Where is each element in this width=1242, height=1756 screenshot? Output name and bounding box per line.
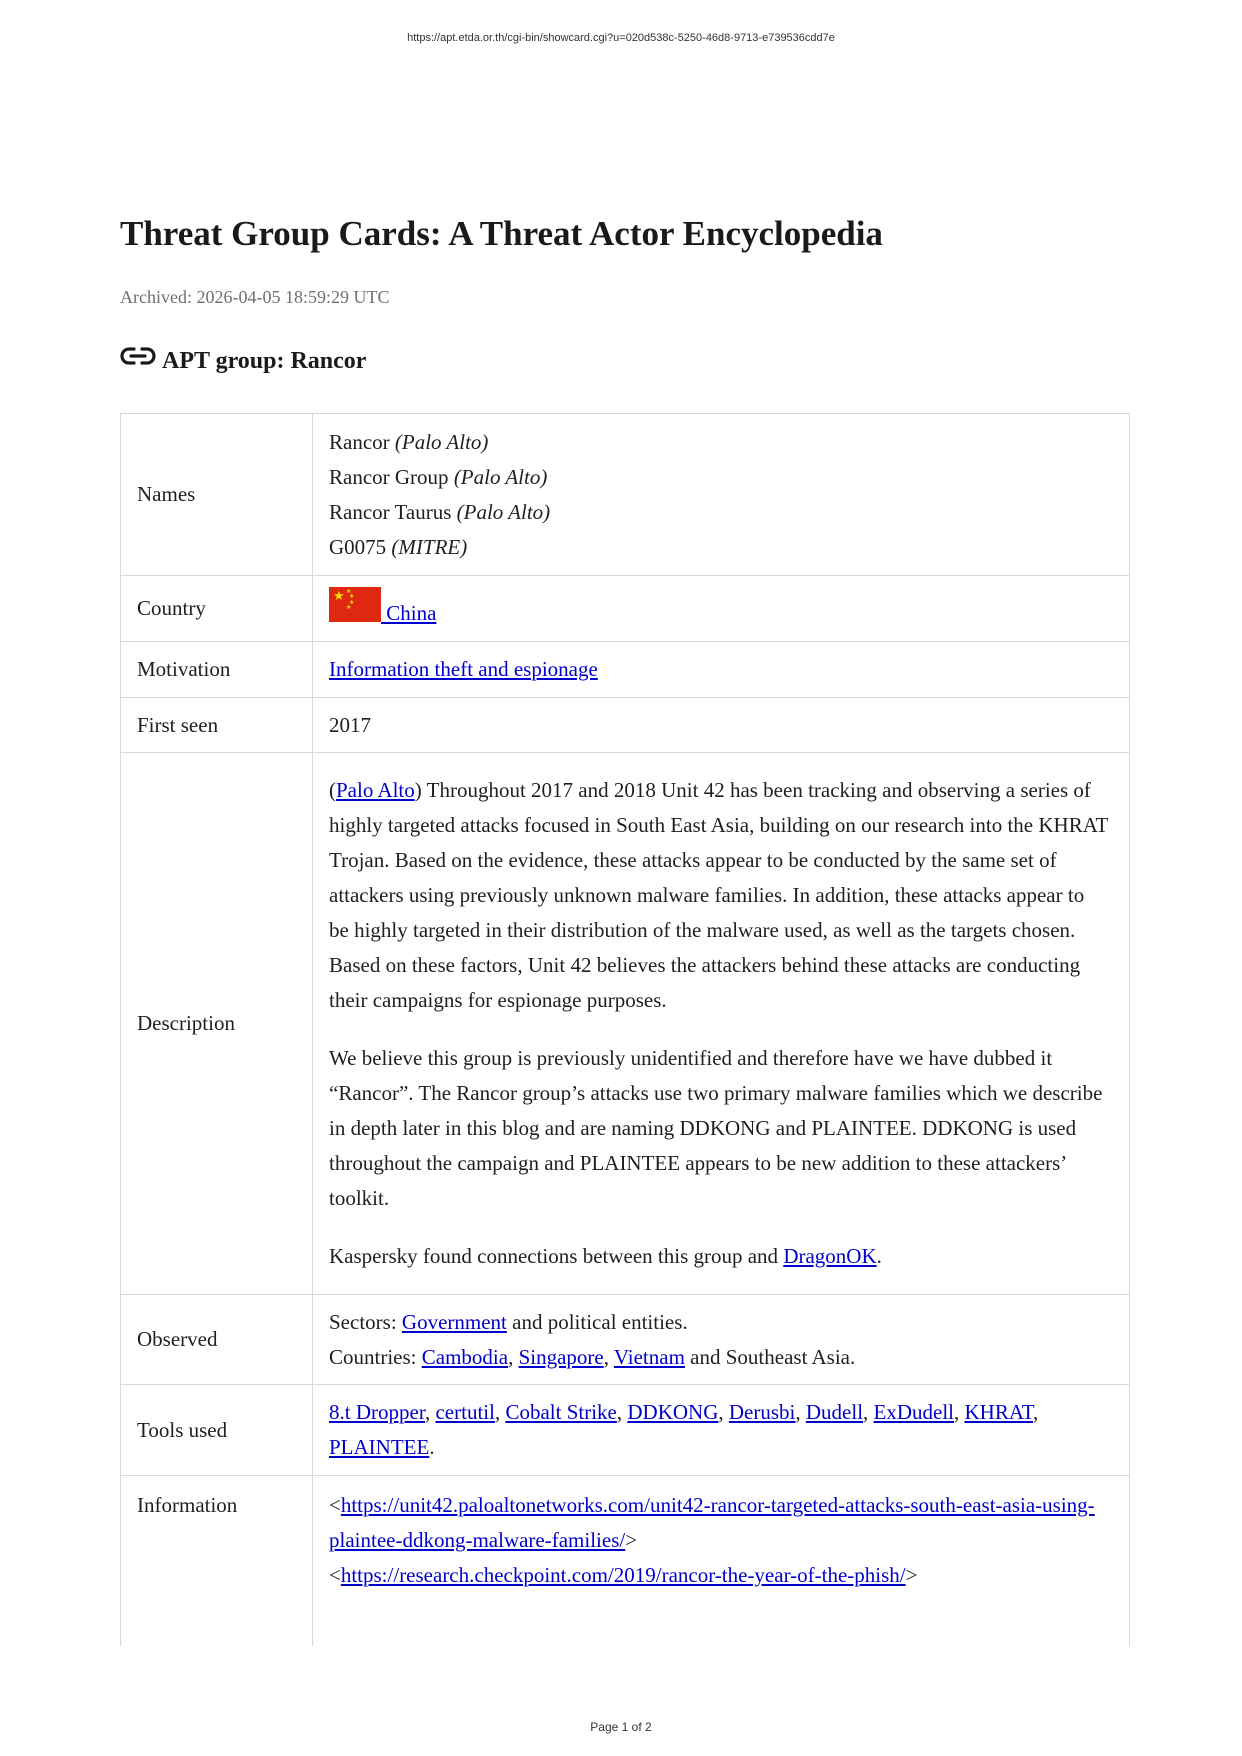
names-label: Names [121, 414, 313, 576]
names-value [313, 414, 1130, 576]
group-card-table [120, 413, 1130, 1646]
row-country [121, 576, 1130, 642]
tool-link[interactable]: KHRAT [964, 1400, 1033, 1424]
header-url: https://apt.etda.or.th/cgi-bin/showcard.cgi?u=020d538c-5250-46d8-9713-e739536cdd7e [407, 32, 835, 44]
archived-timestamp: Archived: 2026-04-05 18:59:29 UTC [120, 287, 390, 307]
motivation-value [313, 642, 1130, 698]
group-heading [120, 348, 366, 375]
country-label: Country [121, 576, 313, 642]
row-tools [121, 1385, 1130, 1476]
tool-link[interactable]: PLAINTEE [329, 1435, 430, 1459]
row-information [121, 1476, 1130, 1646]
link-icon[interactable] [120, 344, 156, 368]
palo-alto-link[interactable]: Palo Alto [336, 778, 415, 802]
first-seen-value: 2017 [313, 698, 1130, 753]
row-names [121, 414, 1130, 576]
tool-link[interactable]: Derusbi [728, 1400, 796, 1424]
information-entry: <https://unit42.paloaltonetworks.com/unit42-rancor-targeted-attacks-south-east-asia-using-plaintee-ddkong-malware-families/> [329, 1493, 1095, 1552]
information-link-unit42[interactable]: https://unit42.paloaltonetworks.com/unit42-rancor-targeted-attacks-south-east-asia-using-plaintee-ddkong-malware-families/ [329, 1493, 1095, 1552]
description-label: Description [121, 753, 313, 1295]
name-entry: G0075 (MITRE) [329, 534, 468, 559]
country-value [313, 576, 1130, 642]
observed-countries: Countries: Cambodia, Singapore, Vietnam and Southeast Asia. [329, 1344, 856, 1369]
motivation-link[interactable]: Information theft and espionage [329, 657, 598, 681]
china-flag-icon: ★ ★ ★ ★ ★ [329, 587, 381, 622]
group-heading-text: APT group: Rancor [162, 348, 367, 374]
observed-label: Observed [121, 1295, 313, 1385]
observed-value [313, 1295, 1130, 1385]
observed-sectors: Sectors: Government and political entities. [329, 1309, 688, 1334]
tools-label: Tools used [121, 1385, 313, 1476]
description-value [313, 753, 1130, 1295]
information-value [313, 1476, 1130, 1646]
row-description [121, 753, 1130, 1295]
row-motivation [121, 642, 1130, 698]
row-observed [121, 1295, 1130, 1385]
information-label: Information [121, 1476, 313, 1646]
country-name: China [381, 600, 437, 625]
first-seen-label: First seen [121, 698, 313, 753]
information-link-checkpoint[interactable]: https://research.checkpoint.com/2019/rancor-the-year-of-the-phish/ [340, 1563, 906, 1587]
description-paragraph: (Palo Alto) Throughout 2017 and 2018 Unit 42 has been tracking and observing a series of highly targeted attacks focused in South East Asia, building on our research into the KHRAT Trojan. Based on the evidence, these attacks appear to be conducted by the same set of attackers using previously unknown malware families. In addition, these attacks appear to be highly targeted in their distribution of the malware used, as well as the targets chosen. Based on these factors, Unit 42 believes the attackers behind these attacks are conducting their campaigns for espionage purposes. [329, 778, 1108, 1012]
country-link-cambodia[interactable]: Cambodia [421, 1344, 509, 1369]
tools-value: 8.t Dropper, certutil, Cobalt Strike, DDKONG, Derusbi, Dudell, ExDudell, KHRAT, PLAINTEE. [313, 1385, 1130, 1476]
tool-link[interactable]: DDKONG [627, 1400, 719, 1424]
name-entry: Rancor Group (Palo Alto) [329, 464, 548, 489]
motivation-label: Motivation [121, 642, 313, 698]
page-title: Threat Group Cards: A Threat Actor Encyclopedia [120, 214, 883, 253]
page-number: Page 1 of 2 [590, 1720, 652, 1734]
name-entry: Rancor Taurus (Palo Alto) [329, 499, 551, 524]
tool-link[interactable]: ExDudell [873, 1400, 955, 1424]
country-link[interactable] [329, 587, 437, 625]
description-paragraph: We believe this group is previously unidentified and therefore have we have dubbed it “Rancor”. The Rancor group’s attacks use two primary malware families which we describe in depth later in this blog and are naming DDKONG and PLAINTEE. DDKONG is used throughout the campaign and PLAINTEE appears to be new addition to these attackers’ toolkit. [329, 1046, 1103, 1210]
sector-link-government[interactable]: Government [401, 1309, 507, 1334]
country-link-vietnam[interactable]: Vietnam [613, 1344, 685, 1369]
row-first-seen [121, 698, 1130, 753]
tool-link[interactable]: Dudell [805, 1400, 864, 1424]
dragonok-link[interactable]: DragonOK [783, 1244, 877, 1268]
tool-link[interactable]: certutil [435, 1400, 495, 1424]
country-link-singapore[interactable]: Singapore [518, 1344, 604, 1369]
description-paragraph: Kaspersky found connections between this group and DragonOK. [329, 1244, 882, 1268]
information-entry: <https://research.checkpoint.com/2019/rancor-the-year-of-the-phish/> [329, 1563, 918, 1587]
tool-link[interactable]: Cobalt Strike [505, 1400, 617, 1424]
name-entry: Rancor (Palo Alto) [329, 429, 489, 454]
tool-link[interactable]: 8.t Dropper [329, 1400, 425, 1424]
